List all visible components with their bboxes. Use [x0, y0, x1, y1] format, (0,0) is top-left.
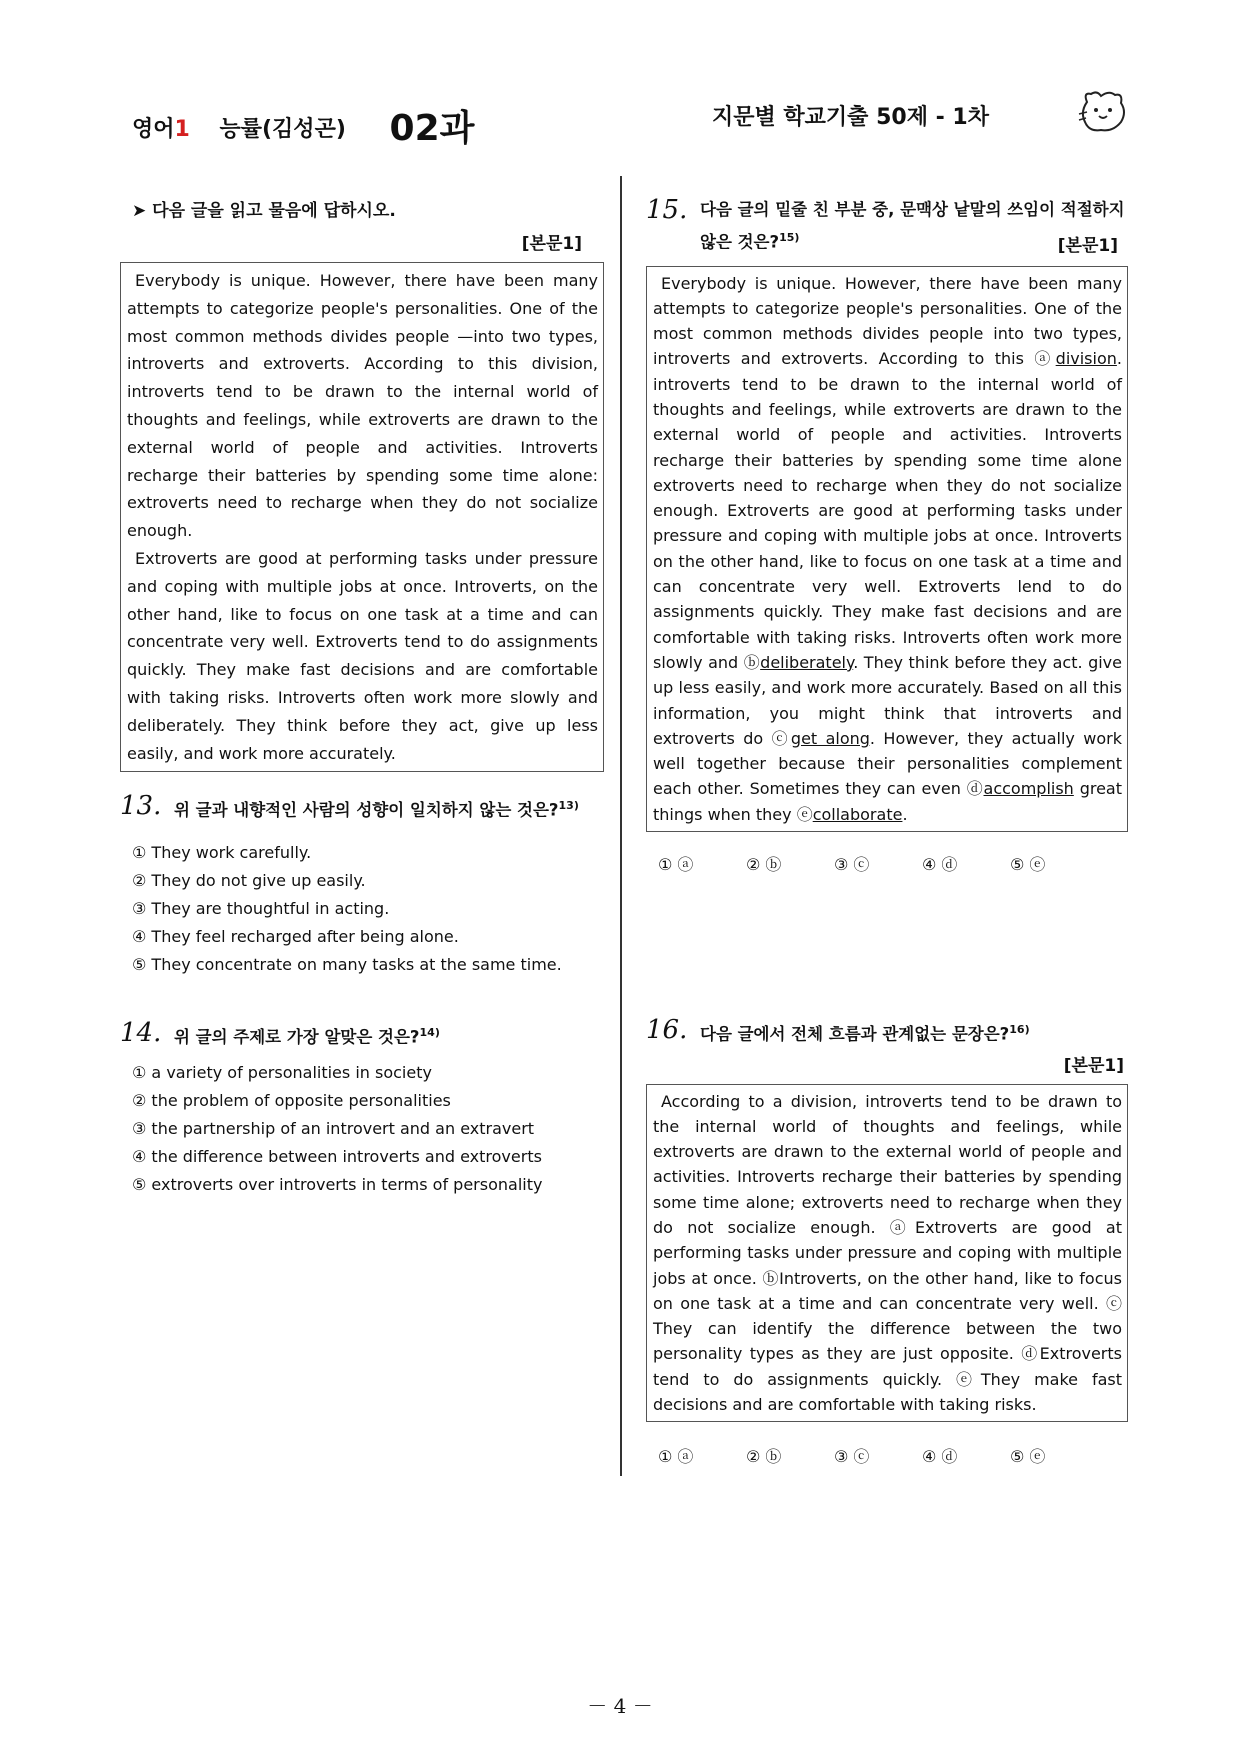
passage-paragraph: Everybody is unique. However, there have been many attempts to categorize people's personalities. One of the most common methods divides people —into two types, introverts and extroverts. According to this division, introverts tend to be drawn to the internal world of thoughts and feelings, while extroverts are drawn to the external world of people and activities. Introverts recharge their batteries by spending some time alone: extroverts need to recharge when they do not socialize enough.: [127, 271, 598, 541]
option-item[interactable]: ④ the difference between introverts and extroverts: [132, 1147, 542, 1167]
page-number: － 4 －: [587, 1694, 653, 1718]
passage-paragraph: According to a division, introverts tend to be drawn to the internal world of thoughts and feelings, while extroverts are drawn to the external world of people and activities. Introverts recharge their batteries by spending some time alone; extroverts need to recharge when they do not socialize enough. ⓐExtroverts are good at performing tasks under pressure and coping with multiple jobs at once. ⓑIntroverts, on the other hand, like to focus on one task at a time and can concentrate very well. ⓒ They can identify the difference between the two personality types as they are just opposite. ⓓExtroverts tend to do assignments quickly. ⓔThey make fast decisions and are comfortable with taking risks.: [653, 1091, 1122, 1415]
reading-passage: [120, 262, 604, 772]
answer-choice[interactable]: ① ⓐ: [658, 1447, 694, 1467]
header-title: [132, 96, 474, 147]
question-number: 15.: [646, 195, 688, 225]
underlined-word-a: division: [1055, 349, 1117, 369]
option-item[interactable]: ③ They are thoughtful in acting.: [132, 898, 390, 918]
source-tag: [본문1]: [1063, 1055, 1124, 1076]
mark-b: ⓑ: [743, 652, 761, 672]
answer-choice[interactable]: ① ⓐ: [658, 855, 694, 875]
column-divider: [620, 176, 622, 1476]
answer-choice[interactable]: ④ ⓓ: [922, 855, 958, 875]
question-14: [120, 1019, 604, 1200]
option-item[interactable]: ① a variety of personalities in society: [132, 1063, 432, 1083]
mark-a: ⓐ: [1034, 349, 1056, 369]
option-item[interactable]: ⑤ extroverts over introverts in terms of personality: [132, 1175, 543, 1195]
option-item[interactable]: ② the problem of opposite personalities: [132, 1091, 451, 1111]
option-item[interactable]: ⑤ They concentrate on many tasks at the same time.: [132, 954, 562, 974]
answer-choice[interactable]: ② ⓑ: [746, 855, 782, 875]
answer-choice[interactable]: ⑤ ⓔ: [1010, 1447, 1046, 1467]
answer-choices: [658, 852, 1128, 875]
answer-choice[interactable]: ② ⓑ: [746, 1447, 782, 1467]
underlined-word-b: deliberately: [760, 652, 854, 672]
instruction: ➤ 다음 글을 읽고 물음에 답하시오.: [132, 201, 396, 221]
option-item[interactable]: ① They work carefully.: [132, 842, 312, 862]
answer-choice[interactable]: ⑤ ⓔ: [1010, 855, 1046, 875]
question-16: [646, 1016, 1128, 1467]
underlined-word-c: get along: [790, 728, 870, 748]
lesson-number: 02과: [389, 108, 475, 149]
series-title: 지문별 학교기출 50제 - 1차: [712, 105, 989, 130]
question-number: 14.: [120, 1017, 162, 1048]
option-list: [132, 839, 604, 979]
underlined-word-d: accomplish: [983, 779, 1074, 799]
subject: 영어1: [132, 117, 190, 142]
option-item[interactable]: ④ They feel recharged after being alone.: [132, 926, 459, 946]
answer-choice[interactable]: ④ ⓓ: [922, 1447, 958, 1467]
question-text: 위 글의 주제로 가장 알맞은 것은?$^{14)}$: [174, 1025, 440, 1047]
underlined-word-e: collaborate: [812, 804, 903, 824]
option-item[interactable]: ③ the partnership of an introvert and an extravert: [132, 1119, 535, 1139]
option-list: [132, 1059, 604, 1199]
source-tag: [본문1]: [521, 234, 582, 254]
footnote-mark: 16): [1009, 1023, 1030, 1036]
passage-paragraph: Extroverts are good at performing tasks under pressure and coping with multiple jobs at once. Introverts, on the other hand, like to focus on one task at a time and can concentrate very well. Extroverts tend to do assignments quickly. They make fast decisions and are comfortable with taking risks. Introverts often work more slowly and deliberately. They think before they act, give up less easily, and work more accurately.: [127, 548, 598, 763]
reading-passage: [646, 266, 1128, 833]
question-number: 16.: [646, 1015, 688, 1045]
answer-choice[interactable]: ③ ⓒ: [834, 855, 870, 875]
footnote-mark: 13): [558, 799, 579, 813]
question-text: 다음 글의 밑줄 친 부분 중, 문맥상 낱말의 쓰임이 적절하지 않은 것은?$^{15)}$: [700, 200, 1125, 252]
question-text: 위 글과 내향적인 사람의 성향이 일치하지 않는 것은?$^{13)}$: [174, 799, 579, 820]
mark-d: ⓓ: [966, 779, 984, 799]
question-number: 13.: [120, 791, 162, 822]
footnote-mark: 15): [779, 231, 800, 244]
left-column: [120, 196, 604, 1199]
passage-paragraph: Everybody is unique. However, there have been many attempts to categorize people's personalities. One of the most common methods divides people into two types, introverts and extroverts. According to this ⓐdivision. introverts tend to be drawn to the internal world of thoughts and feelings, while extroverts are drawn to the external world of people and activities. Introverts recharge their batteries by spending some time alone extroverts need to recharge when they do not socialize enough. Extroverts are good at performing tasks under pressure and coping with multiple jobs at once. Introverts on the other hand, like to focus on one task at a time and can concentrate very well. Extroverts lend to do assignments quickly. They make fast decisions and are comfortable with taking risks. Introverts often work more slowly and ⓑdeliberately. They think before they act. give up less easily, and work more accurately. Based on all this information, you might think that introverts and extroverts do ⓒget along. However, they actually work well together because their personalities complement each other. Sometimes they can even ⓓaccomplish great things when they ⓔcollaborate.: [653, 273, 1122, 824]
mark-e: ⓔ: [796, 804, 813, 824]
publisher: 능률(김성곤): [219, 117, 346, 142]
question-15: [646, 196, 1128, 875]
right-column: [646, 195, 1128, 1467]
mascot-icon: [1077, 88, 1129, 136]
answer-choice[interactable]: ③ ⓒ: [834, 1447, 870, 1467]
footnote-mark: 14): [419, 1025, 440, 1039]
question-13: [120, 792, 604, 979]
question-text: 다음 글에서 전체 흐름과 관계없는 문장은?$^{16)}$: [700, 1023, 1030, 1044]
option-item[interactable]: ② They do not give up easily.: [132, 870, 366, 890]
answer-choices: [658, 1444, 1128, 1467]
mark-c: ⓒ: [771, 728, 791, 748]
source-tag: [본문1]: [1057, 235, 1118, 256]
reading-passage: [646, 1084, 1128, 1423]
